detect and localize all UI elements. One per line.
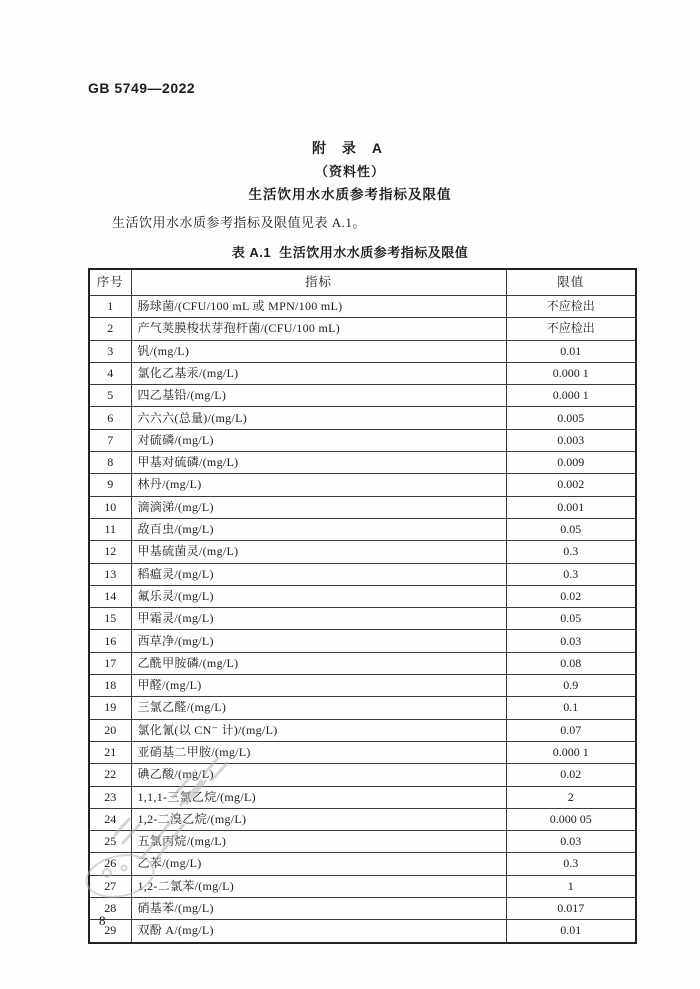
table-row bbox=[89, 898, 636, 920]
limit-value: 0.3 bbox=[506, 853, 636, 875]
row-number: 18 bbox=[89, 675, 131, 697]
header-serial-number: 序号 bbox=[89, 269, 131, 296]
indicator-name: 产气荚膜梭状芽孢杆菌/(CFU/100 mL) bbox=[131, 318, 506, 340]
table-row bbox=[89, 630, 636, 652]
row-number: 29 bbox=[89, 920, 131, 943]
row-number: 12 bbox=[89, 541, 131, 563]
table-row bbox=[89, 675, 636, 697]
table-row bbox=[89, 741, 636, 763]
indicator-name: 亚硝基二甲胺/(mg/L) bbox=[131, 741, 506, 763]
row-number: 5 bbox=[89, 385, 131, 407]
standard-number: GB 5749—2022 bbox=[88, 80, 196, 96]
row-number: 13 bbox=[89, 563, 131, 585]
table-row bbox=[89, 652, 636, 674]
limit-value: 0.9 bbox=[506, 675, 636, 697]
limit-value: 0.01 bbox=[506, 920, 636, 943]
limit-value: 0.08 bbox=[506, 652, 636, 674]
indicator-name: 乙酰甲胺磷/(mg/L) bbox=[131, 652, 506, 674]
limit-value: 0.009 bbox=[506, 452, 636, 474]
row-number: 15 bbox=[89, 608, 131, 630]
row-number: 19 bbox=[89, 697, 131, 719]
row-number: 14 bbox=[89, 585, 131, 607]
table-row bbox=[89, 340, 636, 362]
limit-value: 0.3 bbox=[506, 563, 636, 585]
indicator-name: 1,2-二氯苯/(mg/L) bbox=[131, 875, 506, 897]
indicator-name: 对硫磷/(mg/L) bbox=[131, 429, 506, 451]
row-number: 6 bbox=[89, 407, 131, 429]
row-number: 28 bbox=[89, 898, 131, 920]
row-number: 16 bbox=[89, 630, 131, 652]
table-row bbox=[89, 853, 636, 875]
appendix-heading: 生活饮用水水质参考指标及限值 bbox=[248, 187, 452, 202]
limit-value: 0.05 bbox=[506, 608, 636, 630]
limit-value: 0.017 bbox=[506, 898, 636, 920]
table-row bbox=[89, 496, 636, 518]
limit-value: 0.002 bbox=[506, 474, 636, 496]
row-number: 20 bbox=[89, 719, 131, 741]
indicator-name: 五氯丙烷/(mg/L) bbox=[131, 831, 506, 853]
indicator-name: 碘乙酸/(mg/L) bbox=[131, 764, 506, 786]
limit-value: 不应检出 bbox=[506, 296, 636, 318]
row-number: 22 bbox=[89, 764, 131, 786]
table-row bbox=[89, 697, 636, 719]
appendix-subtitle: （资料性） bbox=[314, 164, 385, 179]
limit-value: 0.3 bbox=[506, 541, 636, 563]
indicator-name: 氯化乙基汞/(mg/L) bbox=[131, 362, 506, 384]
indicator-name: 六六六(总量)/(mg/L) bbox=[131, 407, 506, 429]
table-row bbox=[89, 875, 636, 897]
table-row bbox=[89, 608, 636, 630]
limit-value: 0.03 bbox=[506, 630, 636, 652]
header-indicator: 指标 bbox=[131, 269, 506, 296]
row-number: 2 bbox=[89, 318, 131, 340]
limit-value: 0.1 bbox=[506, 697, 636, 719]
indicator-name: 稻瘟灵/(mg/L) bbox=[131, 563, 506, 585]
row-number: 1 bbox=[89, 296, 131, 318]
indicator-name: 肠球菌/(CFU/100 mL 或 MPN/100 mL) bbox=[131, 296, 506, 318]
row-number: 17 bbox=[89, 652, 131, 674]
table-row bbox=[89, 563, 636, 585]
limit-value: 2 bbox=[506, 786, 636, 808]
table-row bbox=[89, 786, 636, 808]
row-number: 10 bbox=[89, 496, 131, 518]
table-row bbox=[89, 452, 636, 474]
indicator-name: 敌百虫/(mg/L) bbox=[131, 518, 506, 540]
indicator-name: 三氯乙醛/(mg/L) bbox=[131, 697, 506, 719]
limit-value: 0.003 bbox=[506, 429, 636, 451]
table-row bbox=[89, 362, 636, 384]
limit-value: 0.07 bbox=[506, 719, 636, 741]
indicator-name: 1,1,1-三氯乙烷/(mg/L) bbox=[131, 786, 506, 808]
table-header-row bbox=[89, 269, 636, 296]
indicator-name: 双酚 A/(mg/L) bbox=[131, 920, 506, 943]
row-number: 27 bbox=[89, 875, 131, 897]
row-number: 8 bbox=[89, 452, 131, 474]
table-row bbox=[89, 719, 636, 741]
indicator-name: 甲醛/(mg/L) bbox=[131, 675, 506, 697]
limit-value: 0.02 bbox=[506, 764, 636, 786]
indicator-name: 甲基硫菌灵/(mg/L) bbox=[131, 541, 506, 563]
limit-value: 0.03 bbox=[506, 831, 636, 853]
row-number: 24 bbox=[89, 808, 131, 830]
intro-paragraph: 生活饮用水水质参考指标及限值见表 A.1。 bbox=[112, 215, 366, 230]
table-row bbox=[89, 429, 636, 451]
limit-value: 0.000 1 bbox=[506, 362, 636, 384]
indicator-name: 林丹/(mg/L) bbox=[131, 474, 506, 496]
limit-value: 0.02 bbox=[506, 585, 636, 607]
table-row bbox=[89, 808, 636, 830]
indicator-name: 钒/(mg/L) bbox=[131, 340, 506, 362]
table-row bbox=[89, 318, 636, 340]
indicator-name: 西草净/(mg/L) bbox=[131, 630, 506, 652]
limit-value: 1 bbox=[506, 875, 636, 897]
limit-value: 0.01 bbox=[506, 340, 636, 362]
limit-value: 0.05 bbox=[506, 518, 636, 540]
page-number: 8 bbox=[99, 913, 106, 928]
table-row bbox=[89, 541, 636, 563]
row-number: 11 bbox=[89, 518, 131, 540]
limit-value: 不应检出 bbox=[506, 318, 636, 340]
table-row bbox=[89, 518, 636, 540]
indicator-name: 氯化氰(以 CN⁻ 计)/(mg/L) bbox=[131, 719, 506, 741]
indicator-name: 甲基对硫磷/(mg/L) bbox=[131, 452, 506, 474]
table-row bbox=[89, 920, 636, 943]
row-number: 23 bbox=[89, 786, 131, 808]
row-number: 4 bbox=[89, 362, 131, 384]
limit-value: 0.000 1 bbox=[506, 385, 636, 407]
row-number: 9 bbox=[89, 474, 131, 496]
table-row bbox=[89, 296, 636, 318]
table-row bbox=[89, 385, 636, 407]
header-limit: 限值 bbox=[506, 269, 636, 296]
table-row bbox=[89, 831, 636, 853]
row-number: 26 bbox=[89, 853, 131, 875]
limit-value: 0.001 bbox=[506, 496, 636, 518]
indicator-name: 1,2-二溴乙烷/(mg/L) bbox=[131, 808, 506, 830]
row-number: 7 bbox=[89, 429, 131, 451]
limit-value: 0.000 05 bbox=[506, 808, 636, 830]
table-row bbox=[89, 474, 636, 496]
row-number: 25 bbox=[89, 831, 131, 853]
table-row bbox=[89, 585, 636, 607]
indicator-name: 甲霜灵/(mg/L) bbox=[131, 608, 506, 630]
indicator-name: 乙苯/(mg/L) bbox=[131, 853, 506, 875]
row-number: 21 bbox=[89, 741, 131, 763]
appendix-title: 附 录 A bbox=[312, 140, 388, 156]
indicator-name: 滴滴涕/(mg/L) bbox=[131, 496, 506, 518]
row-number: 3 bbox=[89, 340, 131, 362]
table-row bbox=[89, 764, 636, 786]
indicator-name: 氟乐灵/(mg/L) bbox=[131, 585, 506, 607]
limit-value: 0.000 1 bbox=[506, 741, 636, 763]
indicator-name: 四乙基铅/(mg/L) bbox=[131, 385, 506, 407]
water-quality-reference-table bbox=[88, 268, 637, 944]
indicator-name: 硝基苯/(mg/L) bbox=[131, 898, 506, 920]
table-caption: 表 A.1 生活饮用水水质参考指标及限值 bbox=[231, 245, 469, 260]
table-row bbox=[89, 407, 636, 429]
limit-value: 0.005 bbox=[506, 407, 636, 429]
